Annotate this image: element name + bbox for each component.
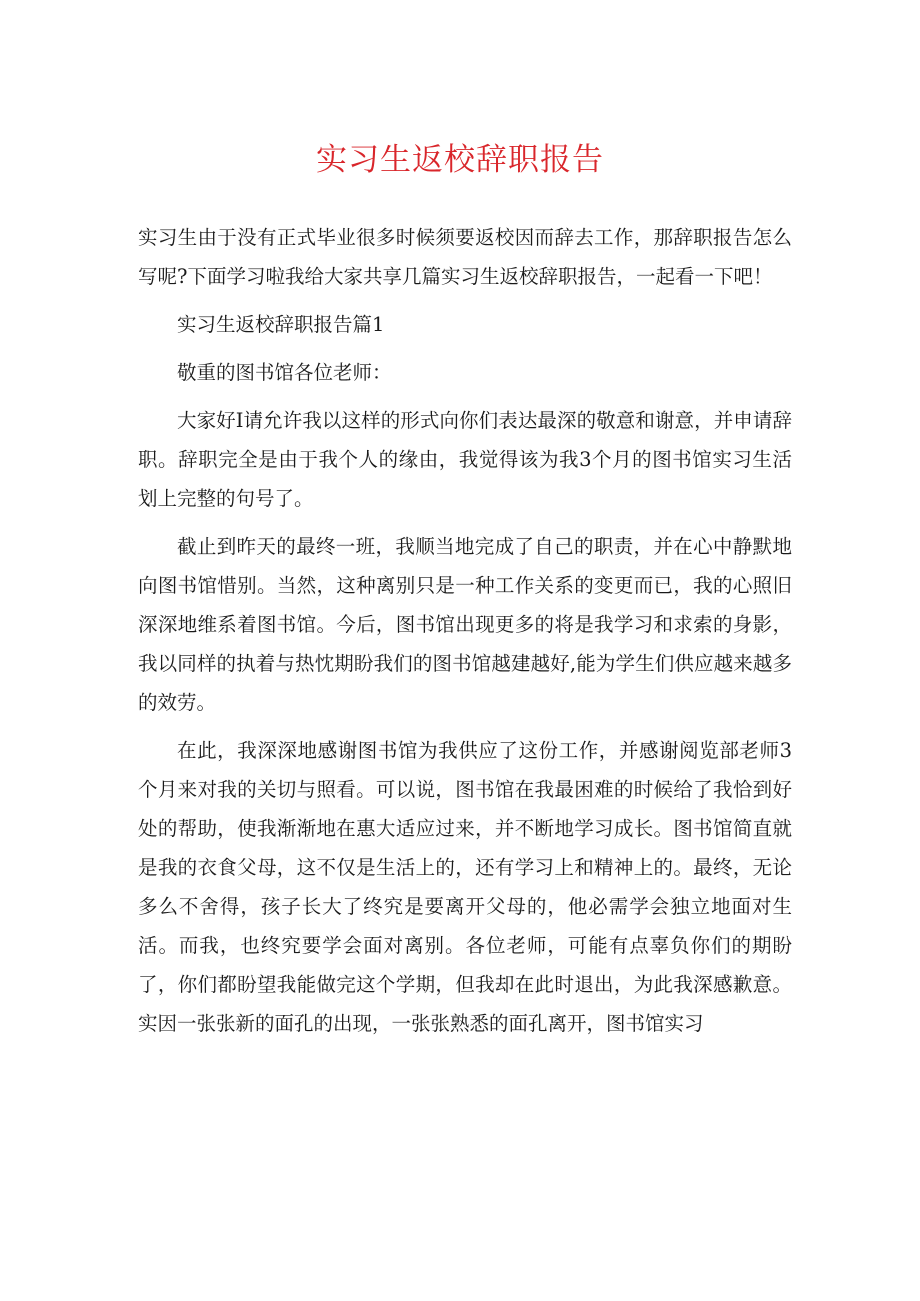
- section-heading: 实习生返校辞职报告篇1: [177, 313, 385, 336]
- intro-paragraph: 实习生由于没有正式毕业很多时候须要返校因而辞去工作，那辞职报告怎么写呢?下面学习啦我给大家共享几篇实习生返校辞职报告，一起看一下吧！: [138, 226, 792, 288]
- body-paragraph: 在此，我深深地感谢图书馆为我供应了这份工作，并感谢阅览部老师3个月来对我的关切与照看。可以说，图书馆在我最困难的时候给了我恰到好处的帮助，使我渐渐地在惠大适应过来，并不断地学习成长。图书馆简直就是我的衣食父母，这不仅是生活上的，还有学习上和精神上的。最终，无论多么不舍得，孩子长大了终究是要离开父母的，他必需学会独立地面对生活。而我，也终究要学会面对离别。各位老师，可能有点辜负你们的期盼了，你们都盼望我能做完这个学期，但我却在此时退出，为此我深感歉意。实因一张张新的面孔的出现，一张张熟悉的面孔离开，图书馆实习: [138, 739, 792, 1035]
- document-body: [138, 218, 792, 1052]
- salutation: 敬重的图书馆各位老师：: [177, 361, 392, 384]
- body-paragraph: 截止到昨天的最终一班，我顺当地完成了自己的职责，并在心中静默地向图书馆惜别。当然，这种离别只是一种工作关系的变更而已，我的心照旧深深地维系着图书馆。今后，图书馆出现更多的将是我学习和求索的身影，我以同样的执着与热忱期盼我们的图书馆越建越好,能为学生们供应越来越多的效劳。: [138, 535, 792, 714]
- document-title: 实习生返校辞职报告: [316, 142, 604, 178]
- body-paragraph: 大家好I请允许我以这样的形式向你们表达最深的敬意和谢意，并申请辞职。辞职完全是由于我个人的缘由，我觉得该为我3个月的图书馆实习生活划上完整的句号了。: [138, 409, 792, 510]
